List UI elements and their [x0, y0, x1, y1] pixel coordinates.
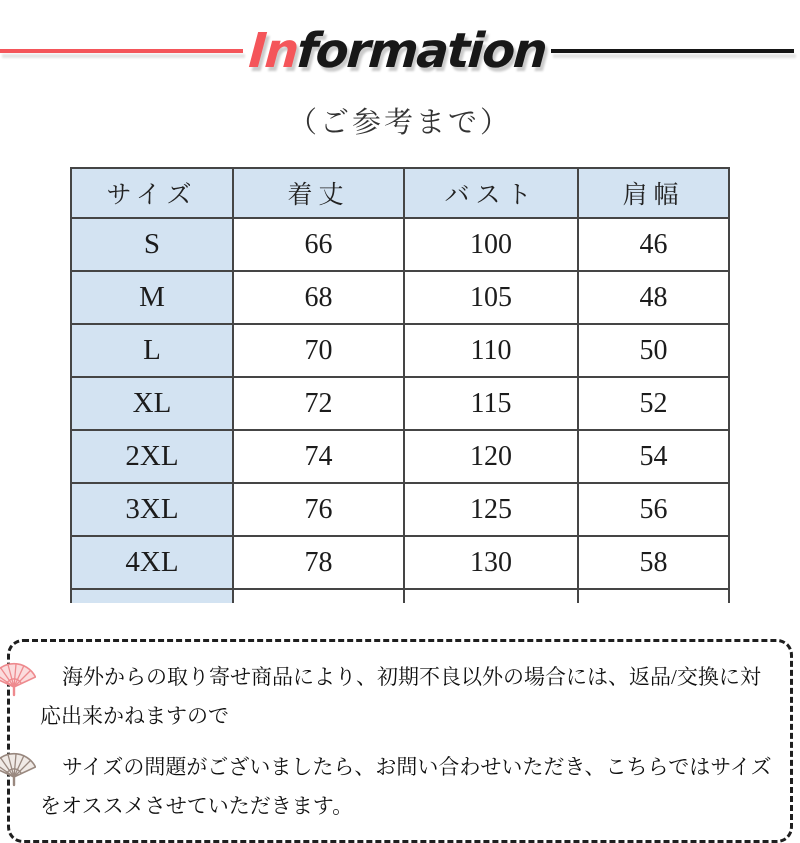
value-cell: 54 [578, 430, 729, 483]
value-cell: 110 [404, 324, 578, 377]
folding-fan-icon [16, 744, 60, 788]
value-cell: 115 [404, 377, 578, 430]
value-cell: 100 [404, 218, 578, 271]
column-header: バスト [404, 168, 578, 218]
size-cell: 3XL [71, 483, 233, 536]
column-header: 肩幅 [578, 168, 729, 218]
title-rest: formation [294, 23, 548, 79]
value-cell: 78 [233, 536, 404, 589]
size-table-body [71, 218, 729, 603]
value-cell: 48 [578, 271, 729, 324]
value-cell: 74 [233, 430, 404, 483]
size-table-head-row [71, 168, 729, 218]
value-cell: 76 [233, 483, 404, 536]
size-cell: 4XL [71, 536, 233, 589]
table-row [71, 377, 729, 430]
title-accent: In [246, 23, 299, 79]
note-item [40, 744, 780, 824]
note-text: サイズの問題がございましたら、お問い合わせいただき、こちらではサイズをオススメさせていただきます。 [40, 755, 772, 818]
size-cell: M [71, 271, 233, 324]
value-cell: 58 [578, 536, 729, 589]
table-row [71, 324, 729, 377]
value-cell: 120 [404, 430, 578, 483]
info-header [0, 18, 800, 84]
table-row [71, 271, 729, 324]
value-cell: 68 [233, 271, 404, 324]
table-row [71, 430, 729, 483]
value-cell: 56 [578, 483, 729, 536]
size-table-wrap [70, 167, 732, 603]
value-cell: 105 [404, 271, 578, 324]
column-header: サイズ [71, 168, 233, 218]
value-cell: 70 [233, 324, 404, 377]
size-cell: S [71, 218, 233, 271]
folding-fan-icon [16, 654, 60, 698]
clipped-row [71, 589, 729, 603]
value-cell: 125 [404, 483, 578, 536]
table-row [71, 536, 729, 589]
value-cell: 130 [404, 536, 578, 589]
title-rule-left [0, 49, 243, 53]
size-cell: L [71, 324, 233, 377]
page-subtitle: （ご参考まで） [287, 107, 512, 139]
note-item [40, 654, 780, 734]
column-header: 着丈 [233, 168, 404, 218]
value-cell: 50 [578, 324, 729, 377]
value-cell: 46 [578, 218, 729, 271]
size-cell: 2XL [71, 430, 233, 483]
size-cell: XL [71, 377, 233, 430]
notes-box [7, 639, 793, 843]
note-text: 海外からの取り寄せ商品により、初期不良以外の場合には、返品/交換に対応出来かねますので [40, 665, 761, 728]
table-row [71, 483, 729, 536]
page-root [0, 18, 800, 818]
table-row [71, 218, 729, 271]
value-cell: 52 [578, 377, 729, 430]
value-cell: 66 [233, 218, 404, 271]
title-rule-right [551, 49, 794, 53]
value-cell: 72 [233, 377, 404, 430]
size-table [70, 167, 730, 603]
page-title [246, 23, 548, 79]
